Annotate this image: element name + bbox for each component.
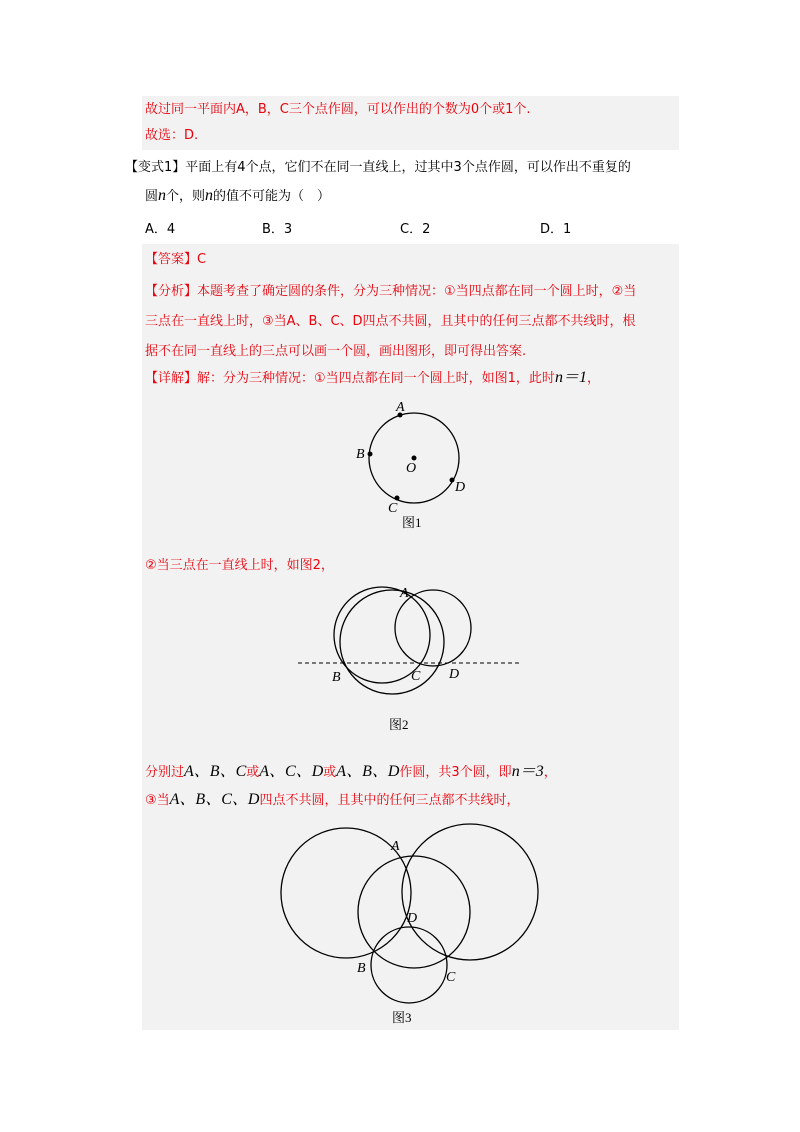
- option-b: B．3: [262, 222, 293, 237]
- fig3-label-b: B: [357, 961, 366, 976]
- fig1-label-d: D: [455, 480, 466, 495]
- fig2-label-c: C: [411, 669, 421, 684]
- fig2-label-b: B: [332, 670, 341, 685]
- analysis-line-2: 三点在一直线上时，③当A、B、C、D四点不共圆，且其中的任何三点都不共线时，根: [145, 314, 636, 329]
- fig1-label-c: C: [388, 501, 398, 516]
- fig3-label-c: C: [446, 970, 456, 985]
- fig1-caption: 图1: [402, 515, 422, 530]
- detail-text: 【详解】解：分为三种情况：①当四点都在同一个圆上时，如图1，此时: [145, 371, 555, 386]
- case3-math: A、B、C、D: [169, 791, 260, 808]
- fig1-point-b: [368, 452, 373, 457]
- fig2-caption: 图2: [389, 717, 409, 732]
- detail-end: ，: [586, 371, 600, 386]
- option-a: A．4: [145, 222, 176, 237]
- fig2-label-a: A: [400, 586, 409, 601]
- var-n-2: n: [205, 187, 214, 204]
- case2-result-a: 分别过: [145, 765, 185, 780]
- case2-math-acd: A、C、D: [259, 763, 324, 780]
- fig1-label-b: B: [356, 447, 365, 462]
- case2-math-abc: A、B、C: [184, 763, 247, 780]
- fig1-point-c: [395, 496, 400, 501]
- top-box-line-2: 故选：D.: [145, 128, 199, 143]
- fig1-label-a: A: [396, 400, 405, 415]
- top-box-line-1: 故过同一平面内A，B，C三个点作圆，可以作出的个数为0个或1个.: [145, 102, 531, 117]
- case2-or-2: 或: [323, 765, 337, 780]
- fig2-label-d: D: [449, 667, 460, 682]
- var-n: n: [158, 187, 167, 204]
- analysis-line-1: 【分析】本题考查了确定圆的条件，分为三种情况：①当四点都在同一个圆上时，②当: [145, 284, 637, 299]
- question-text-1: 平面上有4个点，它们不在同一直线上，过其中3个点作圆，可以作出不重复的: [185, 160, 631, 175]
- fig1-point-d: [450, 478, 455, 483]
- fig3-label-a: A: [391, 839, 400, 854]
- case3-a: ③当: [145, 793, 170, 808]
- case2-line: ②当三点在一直线上时，如图2，: [145, 558, 334, 573]
- fig3-caption: 图3: [392, 1010, 412, 1025]
- question-tag: 【变式1】: [125, 160, 186, 175]
- n-equals-3: n＝3: [511, 763, 544, 780]
- case2-result-end: ，: [543, 765, 557, 780]
- fig2-circle-acd: [395, 590, 471, 666]
- fig1-point-o: [412, 456, 417, 461]
- analysis-line-3: 据不在同一直线上的三点可以画一个圆，画出图形，即可得出答案.: [145, 344, 527, 359]
- case2-or-1: 或: [246, 765, 260, 780]
- fig3-label-d: D: [407, 911, 418, 926]
- case2-math-abd: A、B、D: [336, 763, 400, 780]
- option-c: C．2: [400, 222, 431, 237]
- n-equals-1: n＝1: [554, 369, 587, 386]
- question-text-2b: 个，则: [166, 189, 206, 204]
- case3-b: 四点不共圆，且其中的任何三点都不共线时，: [259, 793, 520, 808]
- option-d: D．1: [540, 222, 572, 237]
- fig3-circle-right: [402, 824, 538, 960]
- question-text-2c: 的值不可能为（ ）: [213, 189, 331, 204]
- answer-line: 【答案】C: [145, 252, 207, 267]
- case2-result-b: 作圆，共3个圆，即: [399, 765, 512, 780]
- fig2-circle-abd: [340, 590, 444, 694]
- question-text-2a: 圆: [145, 189, 159, 204]
- fig1-label-o: O: [406, 461, 417, 476]
- fig3-circle-bottom: [371, 927, 447, 1003]
